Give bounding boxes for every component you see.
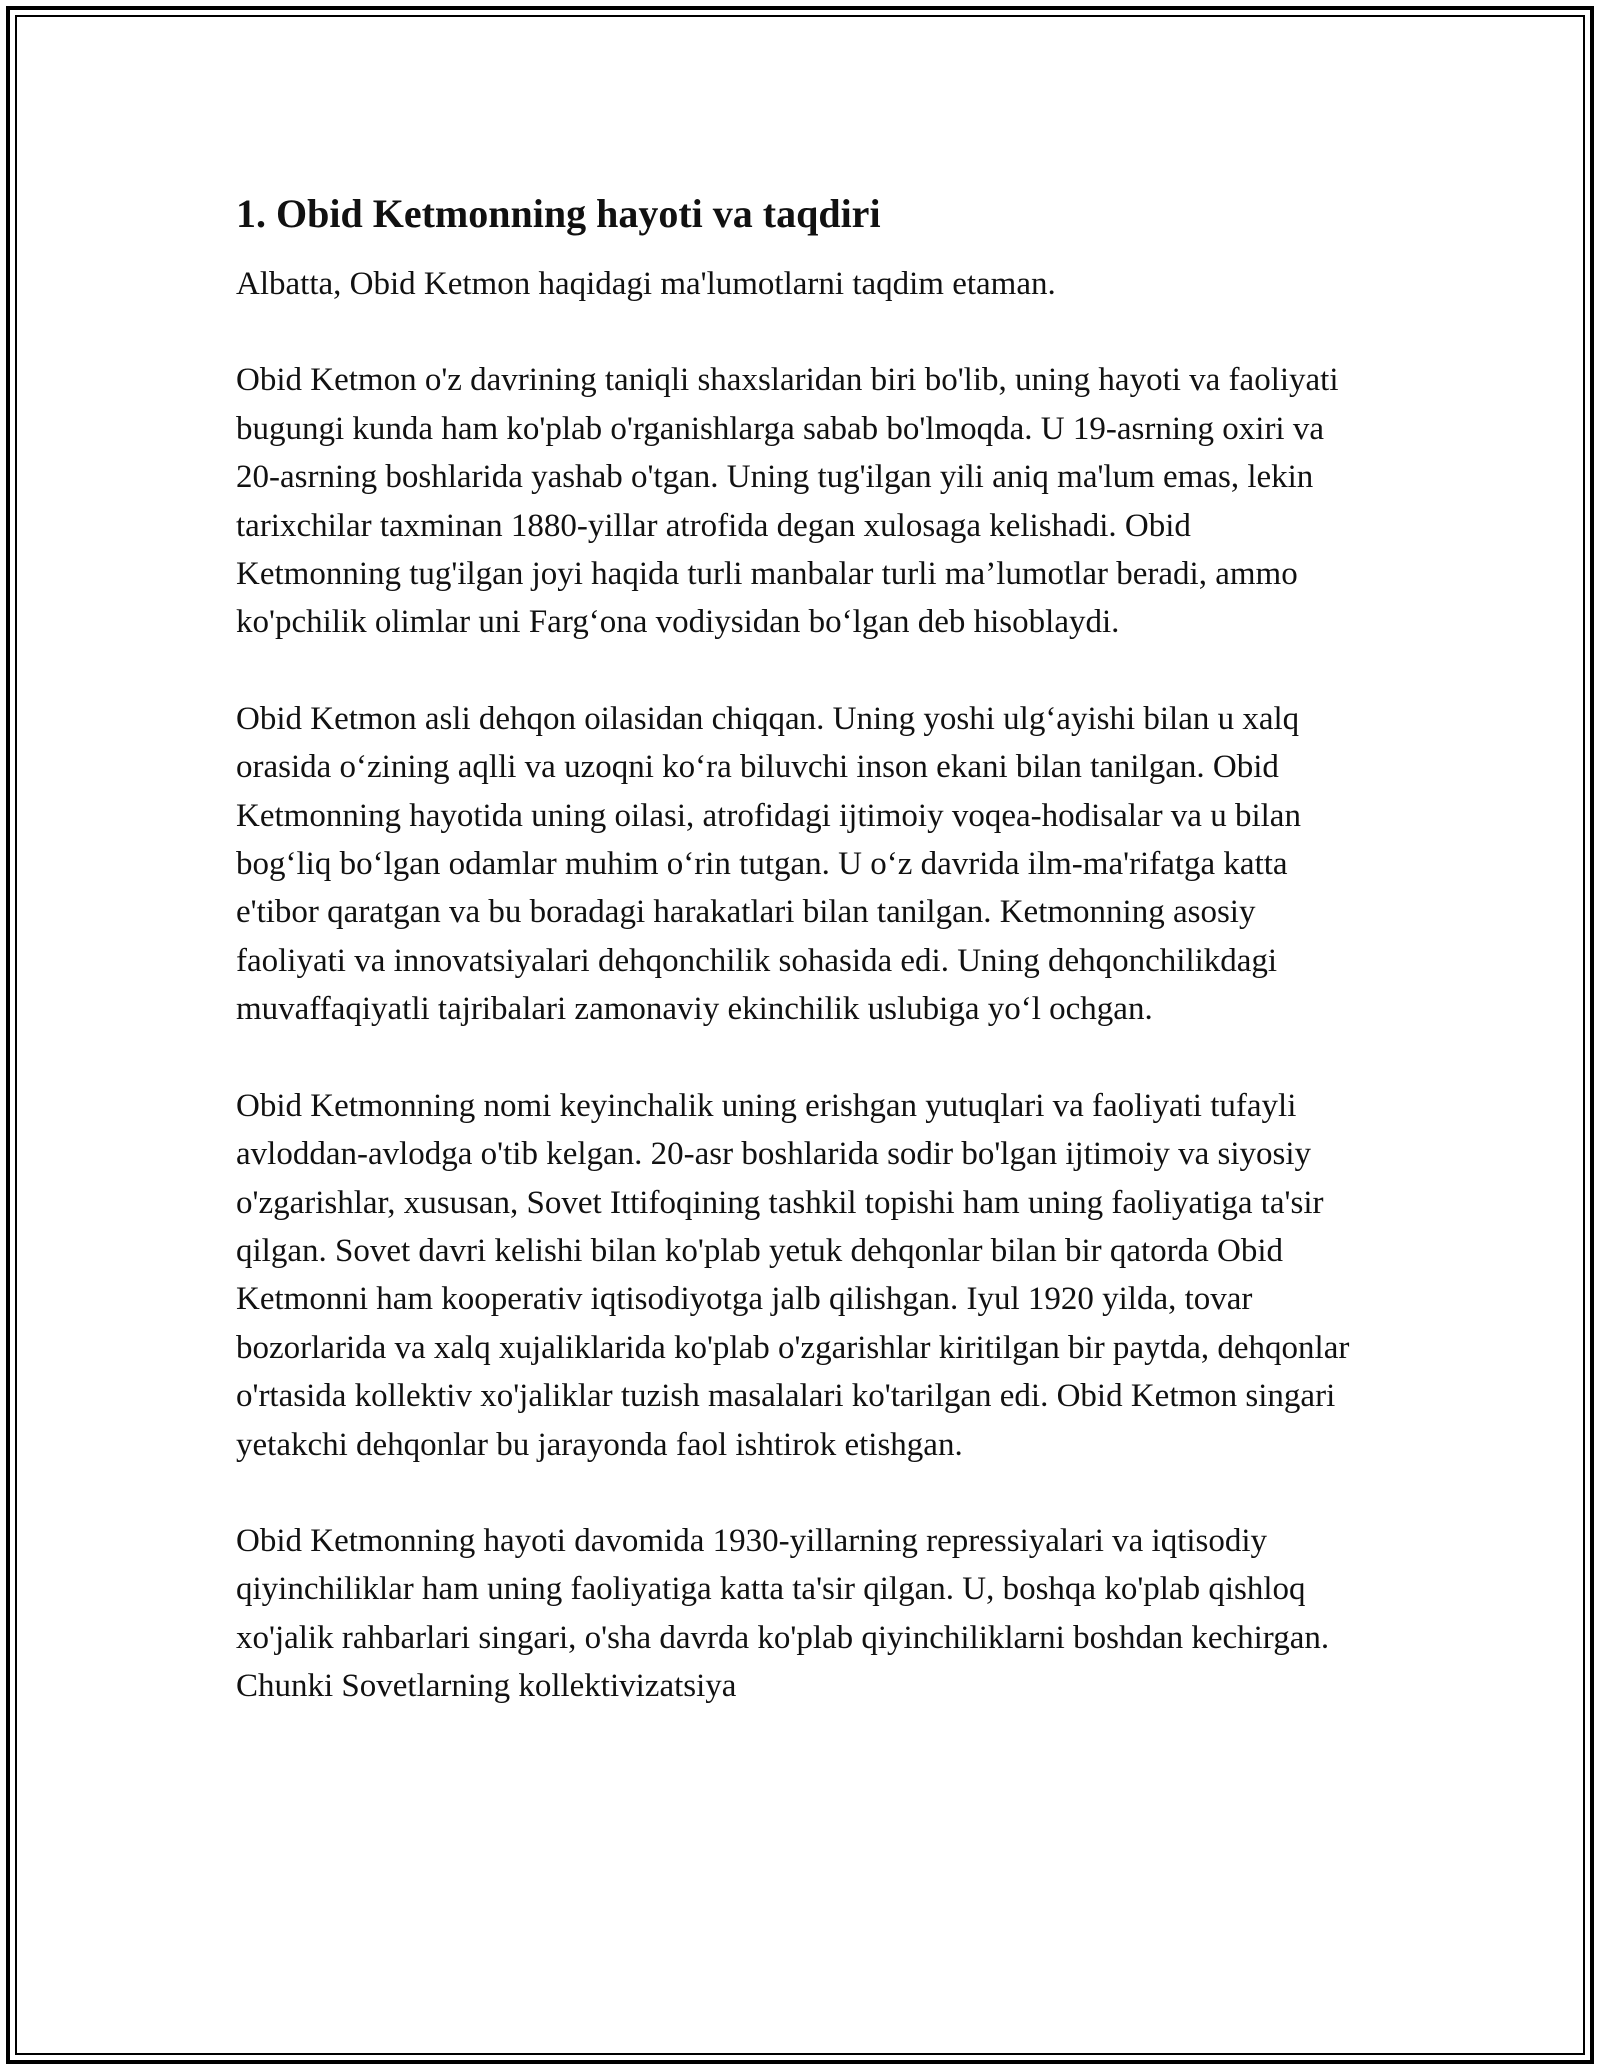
paragraph-repressions: Obid Ketmonning hayoti davomida 1930-yillarning repressiyalari va iqtisodiy qiyinchiliklar ham uning faoliyatiga katta ta'sir qilgan. U, boshqa ko'plab qishloq xo'jalik rahbarlari singari, o'sha davrda ko'plab qiyinchiliklarni boshdan kechirgan. Chunki Sovetlarning kollektivizatsiya: [236, 1522, 1330, 1705]
paragraph-intro: Albatta, Obid Ketmon haqidagi ma'lumotlarni taqdim etaman.: [236, 266, 1056, 302]
document-title: 1. Obid Ketmonning hayoti va taqdiri: [236, 191, 881, 236]
paragraph-biography: Obid Ketmon o'z davrining taniqli shaxslaridan biri bo'lib, uning hayoti va faoliyati bugungi kunda ham ko'plab o'rganishlarga sabab bo'lmoqda. U 19-asrning oxiri va 20-asrning boshlarida yashab o'tgan. Uning tug'ilgan yili aniq ma'lum emas, lekin tarixchilar taxminan 1880-yillar atrofida degan xulosaga kelishadi. Obid Ketmonning tug'ilgan joyi haqida turli manbalar turli ma’lumotlar beradi, ammo ko'pchilik olimlar uni Farg‘ona vodiysidan bo‘lgan deb hisoblaydi.: [236, 362, 1339, 641]
paragraph-soviet-era: Obid Ketmonning nomi keyinchalik uning erishgan yutuqlari va faoliyati tufayli avloddan-avlodga o'tib kelgan. 20-asr boshlarida sodir bo'lgan ijtimoiy va siyosiy o'zgarishlar, xususan, Sovet Ittifoqining tashkil topishi ham uning faoliyatiga ta'sir qilgan. Sovet davri kelishi bilan ko'plab yetuk dehqonlar bilan bir qatorda Obid Ketmonni ham kooperativ iqtisodiyotga jalb qilishgan. Iyul 1920 yilda, tovar bozorlarida va xalq xujaliklarida ko'plab o'zgarishlar kiritilgan bir paytda, dehqonlar o'rtasida kollektiv xo'jaliklar tuzish masalalari ko'tarilgan edi. Obid Ketmon singari yetakchi dehqonlar bu jarayonda faol ishtirok etishgan.: [236, 1087, 1350, 1463]
document-body: [236, 186, 1360, 1759]
paragraph-origins: Obid Ketmon asli dehqon oilasidan chiqqan. Uning yoshi ulg‘ayishi bilan u xalq orasida o‘zining aqlli va uzoqni ko‘ra biluvchi inson ekani bilan tanilgan. Obid Ketmonning hayotida uning oilasi, atrofidagi ijtimoiy voqea-hodisalar va u bilan bog‘liq bo‘lgan odamlar muhim o‘rin tutgan. U o‘z davrida ilm-ma'rifatga katta e'tibor qaratgan va bu boradagi harakatlari bilan tanilgan. Ketmonning asosiy faoliyati va innovatsiyalari dehqonchilik sohasida edi. Uning dehqonchilikdagi muvaffaqiyatli tajribalari zamonaviy ekinchilik uslubiga yo‘l ochgan.: [236, 700, 1301, 1028]
